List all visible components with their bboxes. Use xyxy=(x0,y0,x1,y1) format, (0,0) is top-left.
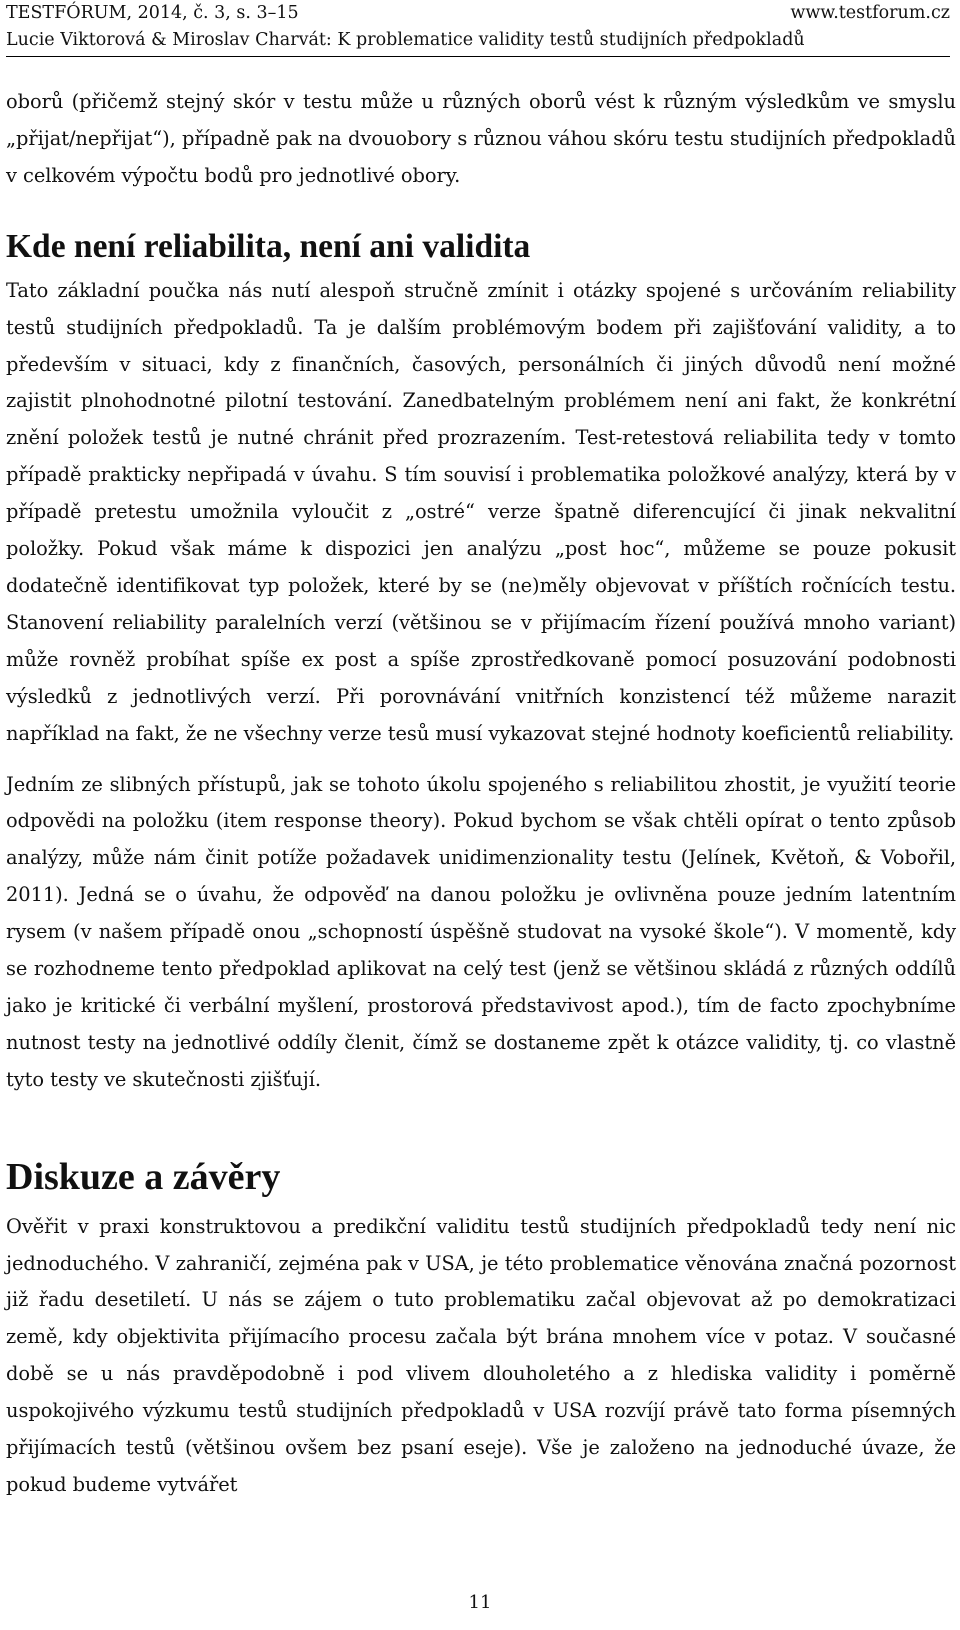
page-number: 11 xyxy=(468,1592,492,1613)
intro-paragraph: oborů (přičemž stejný skór v testu může u různých oborů vést k různým výsledkům ve smyslu „přijat/nepřijat“), případně pak na dvouobory s různou váhou skóru testu studijních předpokladů v celkovém výpočtu bodů pro jednotlivé obory. xyxy=(6,90,956,187)
section-heading-discussion: Diskuze a závěry xyxy=(6,1155,281,1198)
reliability-paragraph-2: Jedním ze slibných přístupů, jak se tohoto úkolu spojeného s reliabilitou zhostit, je využití teorie odpovědi na položku (item response theory). Pokud bychom se však chtěli opírat o tento způsob analýzy, může nám činit potíže požadavek unidimenzionality testu (Jelínek, Květoň, & Vobořil, 2011). Jedná se o úvahu, že odpověď na danou položku je ovlivněna pouze jedním latentním rysem (v našem případě onou „schopností úspěšně studovat na vysoké škole“). V momentě, kdy se rozhodneme tento předpoklad aplikovat na celý test (jenž se většinou skládá z různých oddílů jako je kritické či verbální myšlení, prostorová představivost apod.), tím de facto zpochybníme nutnost testy na jednotlivé oddíly členit, čímž se dostaneme zpět k otázce validity, tj. co vlastně tyto testy ve skutečnosti zjišťují. xyxy=(6,772,956,1091)
header-divider xyxy=(6,56,950,57)
header-top-line xyxy=(6,0,950,27)
header-second-line xyxy=(6,27,950,54)
journal-website-link[interactable]: www.testforum.cz xyxy=(790,3,950,23)
journal-citation: TESTFÓRUM, 2014, č. 3, s. 3–15 xyxy=(6,3,299,23)
section-heading-reliability: Kde není reliabilita, není ani validita xyxy=(6,227,531,265)
main-content xyxy=(6,84,956,1504)
running-header xyxy=(6,0,950,54)
discussion-paragraph-1: Ověřit v praxi konstruktovou a predikční validitu testů studijních předpokladů tedy není nic jednoduchého. V zahraničí, zejména pak v USA, je této problematice věnována značná pozornost již řadu desetiletí. U nás se zájem o tuto problematiku začal objevovat až po demokratizaci země, kdy objektivita přijímacího procesu začala být brána mnohem více v potaz. V současné době se u nás pravděpodobně i pod vlivem dlouholetého a z hlediska validity i poměrně uspokojivého výzkumu testů studijních předpokladů v USA rozvíjí právě tato forma písemných přijímacích testů (většinou ovšem bez psaní eseje). Vše je založeno na jednoduché úvaze, že pokud budeme vytvářet xyxy=(6,1214,956,1496)
article-authors-title: Lucie Viktorová & Miroslav Charvát: K problematice validity testů studijních předpokladů xyxy=(6,30,805,50)
reliability-paragraph-1: Tato základní poučka nás nutí alespoň stručně zmínit i otázky spojené s určováním reliability testů studijních předpokladů. Ta je dalším problémovým bodem při zajišťování validity, a to především v situaci, kdy z finančních, časových, personálních či jiných důvodů není možné zajistit plnohodnotné pilotní testování. Zanedbatelným problémem není ani fakt, že konkrétní znění položek testů je nutné chránit před prozrazením. Test-retestová reliabilita tedy v tomto případě prakticky nepřipadá v úvahu. S tím souvisí i problematika položkové analýzy, která by v případě pretestu umožnila vyloučit z „ostré“ verze špatně diferencující či jinak nekvalitní položky. Pokud však máme k dispozici jen analýzu „post hoc“, můžeme se pouze pokusit dodatečně identifikovat typ položek, které by se (ne)měly objevovat v příštích ročnících testu. Stanovení reliability paralelních verzí (většinou se v přijímacím řízení používá mnoho variant) může rovněž probíhat spíše ex post a spíše zprostředkovaně pomocí posuzování podobnosti výsledků z jednotlivých verzí. Při porovnávání vnitřních konzistencí též můžeme narazit například na fakt, že ne všechny verze tesů musí vykazovat stejné hodnoty koeficientů reliability. xyxy=(6,278,956,745)
